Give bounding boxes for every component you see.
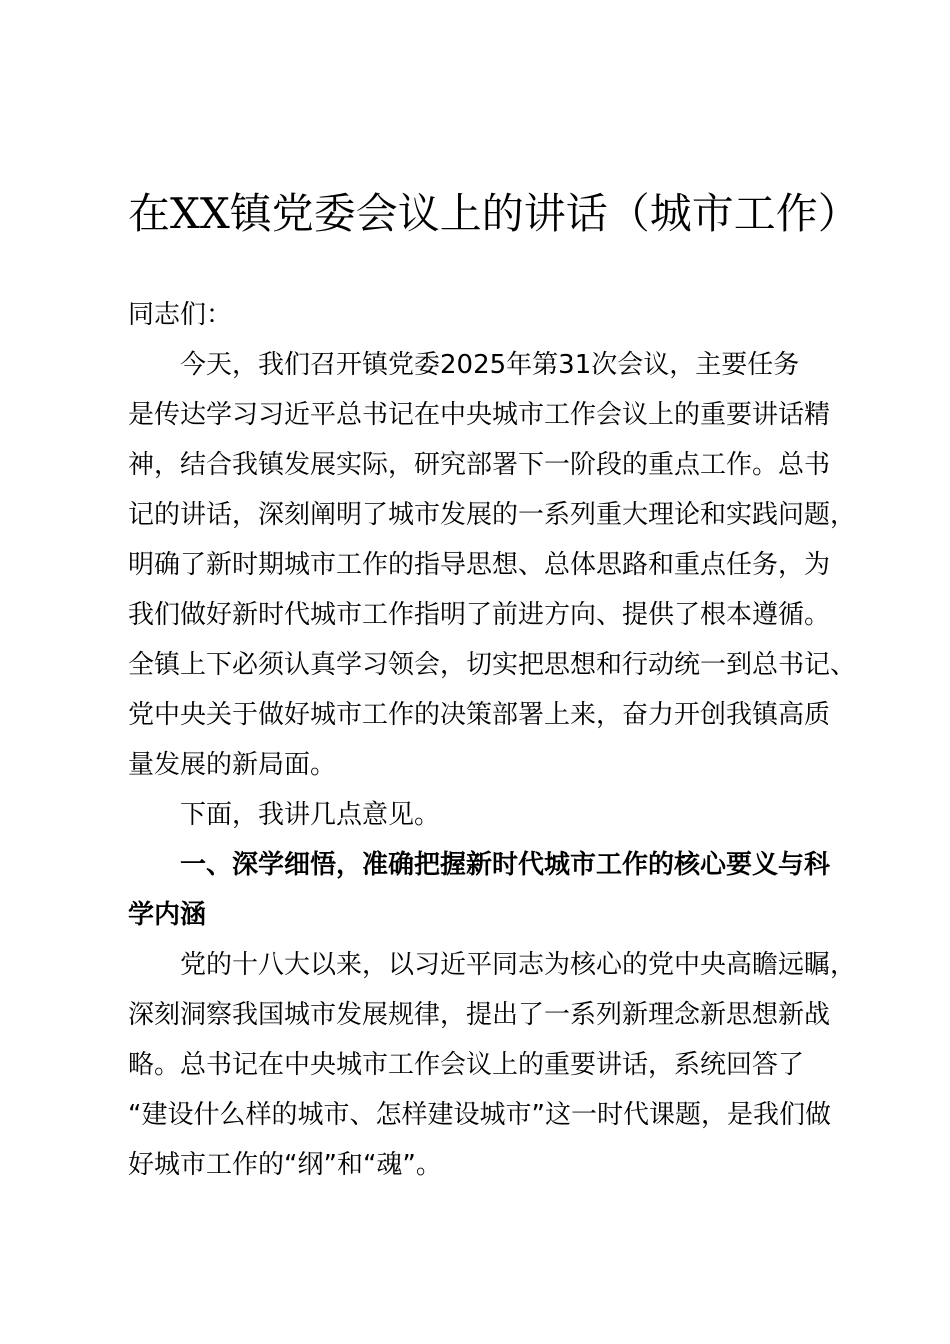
paragraph-line: “建设什么样的城市、怎样建设城市”这一时代课题，是我们做: [128, 1100, 831, 1130]
paragraph-line: 量发展的新局面。: [128, 750, 337, 780]
paragraph-line: 下面，我讲几点意见。: [180, 800, 441, 830]
paragraph-line: 略。总书记在中央城市工作会议上的重要讲话，系统回答了: [128, 1050, 805, 1080]
paragraph-line: 是传达学习习近平总书记在中央城市工作会议上的重要讲话精: [128, 400, 831, 430]
paragraph-line: 全镇上下必须认真学习领会，切实把思想和行动统一到总书记、: [128, 650, 857, 680]
paragraph-line: 好城市工作的“纲”和“魂”。: [128, 1150, 442, 1180]
paragraph-line: 记的讲话，深刻阐明了城市发展的一系列重大理论和实践问题，: [128, 500, 857, 530]
paragraph-line: 党中央关于做好城市工作的决策部署上来，奋力开创我镇高质: [128, 700, 831, 730]
paragraph-line: 我们做好新时代城市工作指明了前进方向、提供了根本遵循。: [128, 600, 831, 630]
paragraph-intro: [128, 790, 828, 840]
paragraph-section-one: [128, 940, 857, 1190]
section-heading-line: 一、深学细悟，准确把握新时代城市工作的核心要义与科: [180, 850, 831, 880]
section-heading-line: 学内涵: [128, 900, 207, 930]
document-body: [128, 290, 857, 1190]
paragraph-line: 党的十八大以来，以习近平同志为核心的党中央高瞻远瞩，: [180, 950, 857, 980]
salutation: 同志们：: [128, 300, 233, 330]
paragraph-line: 今天，我们召开镇党委2025年第31次会议，主要任务: [180, 350, 800, 380]
document-title: 在XX镇党委会议上的讲话（城市工作）: [128, 189, 860, 238]
paragraph-line: 神，结合我镇发展实际，研究部署下一阶段的重点工作。总书: [128, 450, 831, 480]
paragraph-line: 明确了新时期城市工作的指导思想、总体思路和重点任务，为: [128, 550, 831, 580]
section-heading: [128, 840, 831, 940]
paragraph-opening: [128, 340, 857, 790]
paragraph-line: 深刻洞察我国城市发展规律，提出了一系列新理念新思想新战: [128, 1000, 831, 1030]
